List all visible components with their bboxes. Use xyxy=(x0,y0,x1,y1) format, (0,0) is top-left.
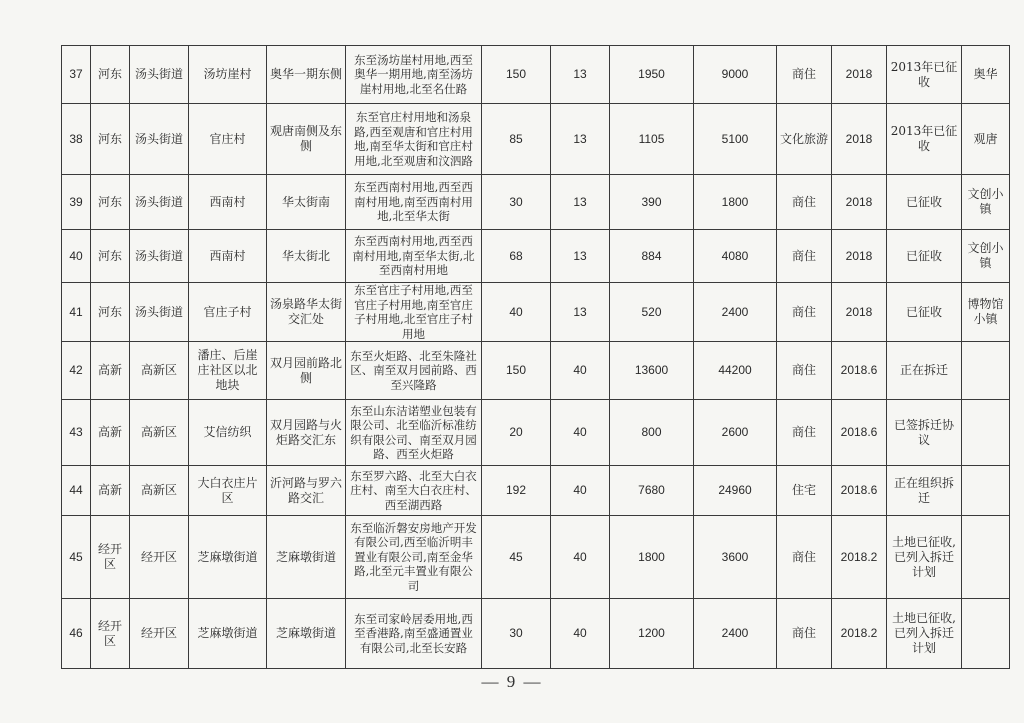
cell-year: 2018 xyxy=(832,104,887,175)
cell-year: 2018.6 xyxy=(832,400,887,466)
cell-status: 土地已征收,已列入拆迁计划 xyxy=(887,599,962,669)
cell-district: 河东 xyxy=(91,46,130,104)
cell-street: 汤头街道 xyxy=(130,283,189,342)
cell-street: 汤头街道 xyxy=(130,175,189,230)
cell-project xyxy=(962,599,1010,669)
cell-project: 文创小镇 xyxy=(962,175,1010,230)
cell-boundary: 东至临沂磐安房地产开发有限公司,西至临沂明丰置业有限公司,南至金华路,北至元丰置业有限公司 xyxy=(346,516,482,599)
cell-project: 文创小镇 xyxy=(962,230,1010,283)
cell-volume: 390 xyxy=(610,175,694,230)
table-row xyxy=(62,175,1010,230)
cell-street: 汤头街道 xyxy=(130,230,189,283)
cell-position: 沂河路与罗六路交汇 xyxy=(267,466,346,516)
cell-plot-ratio: 40 xyxy=(551,466,610,516)
cell-volume: 884 xyxy=(610,230,694,283)
cell-village: 官庄村 xyxy=(189,104,267,175)
cell-amount: 2400 xyxy=(694,599,777,669)
cell-amount: 3600 xyxy=(694,516,777,599)
cell-project: 奥华 xyxy=(962,46,1010,104)
cell-boundary: 东至西南村用地,西至西南村用地,南至华太街,北至西南村用地 xyxy=(346,230,482,283)
cell-status: 已征收 xyxy=(887,283,962,342)
cell-street: 汤头街道 xyxy=(130,104,189,175)
table-row xyxy=(62,283,1010,342)
cell-district: 经开区 xyxy=(91,599,130,669)
cell-volume: 520 xyxy=(610,283,694,342)
cell-position: 双月园前路北侧 xyxy=(267,342,346,400)
cell-row-number: 43 xyxy=(62,400,91,466)
cell-plot-ratio: 13 xyxy=(551,175,610,230)
cell-boundary: 东至汤坊崖村用地,西至奥华一期用地,南至汤坊崖村用地,北至名仕路 xyxy=(346,46,482,104)
cell-boundary: 东至火炬路、北至朱隆社区、南至双月园前路、西至兴隆路 xyxy=(346,342,482,400)
cell-district: 河东 xyxy=(91,104,130,175)
cell-area-mu: 45 xyxy=(482,516,551,599)
cell-year: 2018 xyxy=(832,283,887,342)
table-row xyxy=(62,342,1010,400)
table-row xyxy=(62,104,1010,175)
cell-land-use: 商住 xyxy=(777,342,832,400)
cell-status: 正在组织拆迁 xyxy=(887,466,962,516)
cell-plot-ratio: 40 xyxy=(551,400,610,466)
cell-status: 已签拆迁协议 xyxy=(887,400,962,466)
cell-land-use: 商住 xyxy=(777,400,832,466)
cell-land-use: 商住 xyxy=(777,230,832,283)
cell-status: 已征收 xyxy=(887,175,962,230)
cell-district: 河东 xyxy=(91,283,130,342)
cell-district: 高新 xyxy=(91,400,130,466)
cell-volume: 1200 xyxy=(610,599,694,669)
cell-area-mu: 30 xyxy=(482,175,551,230)
cell-row-number: 42 xyxy=(62,342,91,400)
cell-village: 西南村 xyxy=(189,175,267,230)
cell-row-number: 40 xyxy=(62,230,91,283)
table-row xyxy=(62,466,1010,516)
cell-district: 河东 xyxy=(91,175,130,230)
cell-status: 2013年已征收 xyxy=(887,46,962,104)
cell-position: 芝麻墩街道 xyxy=(267,516,346,599)
cell-amount: 5100 xyxy=(694,104,777,175)
cell-project: 观唐 xyxy=(962,104,1010,175)
cell-year: 2018.6 xyxy=(832,466,887,516)
cell-area-mu: 192 xyxy=(482,466,551,516)
cell-land-use: 商住 xyxy=(777,175,832,230)
cell-row-number: 38 xyxy=(62,104,91,175)
cell-street: 经开区 xyxy=(130,516,189,599)
cell-land-use: 商住 xyxy=(777,599,832,669)
cell-land-use: 住宅 xyxy=(777,466,832,516)
cell-row-number: 45 xyxy=(62,516,91,599)
cell-volume: 800 xyxy=(610,400,694,466)
cell-position: 华太街北 xyxy=(267,230,346,283)
cell-boundary: 东至西南村用地,西至西南村用地,南至西南村用地,北至华太街 xyxy=(346,175,482,230)
cell-district: 经开区 xyxy=(91,516,130,599)
cell-row-number: 39 xyxy=(62,175,91,230)
cell-land-use: 商住 xyxy=(777,516,832,599)
cell-year: 2018 xyxy=(832,175,887,230)
cell-project xyxy=(962,516,1010,599)
cell-plot-ratio: 13 xyxy=(551,283,610,342)
cell-plot-ratio: 13 xyxy=(551,104,610,175)
cell-village: 芝麻墩街道 xyxy=(189,599,267,669)
cell-land-use: 商住 xyxy=(777,46,832,104)
cell-status: 已征收 xyxy=(887,230,962,283)
table-row xyxy=(62,46,1010,104)
cell-plot-ratio: 40 xyxy=(551,342,610,400)
table-row xyxy=(62,516,1010,599)
cell-status: 正在拆迁 xyxy=(887,342,962,400)
cell-plot-ratio: 13 xyxy=(551,230,610,283)
cell-volume: 7680 xyxy=(610,466,694,516)
cell-street: 汤头街道 xyxy=(130,46,189,104)
cell-plot-ratio: 40 xyxy=(551,599,610,669)
cell-street: 高新区 xyxy=(130,342,189,400)
table-row xyxy=(62,400,1010,466)
cell-street: 高新区 xyxy=(130,400,189,466)
cell-area-mu: 68 xyxy=(482,230,551,283)
cell-village: 大白衣庄片区 xyxy=(189,466,267,516)
cell-position: 双月园路与火炬路交汇东 xyxy=(267,400,346,466)
cell-row-number: 46 xyxy=(62,599,91,669)
cell-area-mu: 40 xyxy=(482,283,551,342)
cell-position: 华太街南 xyxy=(267,175,346,230)
cell-boundary: 东至司家岭居委用地,西至香港路,南至盛通置业有限公司,北至长安路 xyxy=(346,599,482,669)
cell-village: 艾信纺织 xyxy=(189,400,267,466)
cell-plot-ratio: 13 xyxy=(551,46,610,104)
cell-village: 西南村 xyxy=(189,230,267,283)
cell-village: 芝麻墩街道 xyxy=(189,516,267,599)
cell-amount: 2600 xyxy=(694,400,777,466)
cell-boundary: 东至官庄子村用地,西至官庄子村用地,南至官庄子村用地,北至官庄子村用地 xyxy=(346,283,482,342)
cell-volume: 1105 xyxy=(610,104,694,175)
cell-area-mu: 150 xyxy=(482,342,551,400)
cell-year: 2018.2 xyxy=(832,516,887,599)
cell-area-mu: 20 xyxy=(482,400,551,466)
cell-year: 2018.6 xyxy=(832,342,887,400)
table-body xyxy=(62,46,1010,669)
cell-amount: 2400 xyxy=(694,283,777,342)
cell-amount: 9000 xyxy=(694,46,777,104)
cell-row-number: 37 xyxy=(62,46,91,104)
table-row xyxy=(62,599,1010,669)
cell-boundary: 东至山东洁诺塑业包装有限公司、北至临沂标准纺织有限公司、南至双月园路、西至火炬路 xyxy=(346,400,482,466)
land-plan-table xyxy=(61,45,1010,669)
cell-volume: 13600 xyxy=(610,342,694,400)
cell-project xyxy=(962,342,1010,400)
cell-status: 土地已征收,已列入拆迁计划 xyxy=(887,516,962,599)
cell-project xyxy=(962,400,1010,466)
cell-year: 2018.2 xyxy=(832,599,887,669)
cell-project xyxy=(962,466,1010,516)
cell-amount: 44200 xyxy=(694,342,777,400)
cell-district: 高新 xyxy=(91,466,130,516)
cell-village: 潘庄、后崖庄社区以北地块 xyxy=(189,342,267,400)
cell-year: 2018 xyxy=(832,46,887,104)
cell-area-mu: 150 xyxy=(482,46,551,104)
cell-plot-ratio: 40 xyxy=(551,516,610,599)
cell-boundary: 东至官庄村用地和汤泉路,西至观唐和官庄村用地,南至华太街和官庄村用地,北至观唐和汶泗路 xyxy=(346,104,482,175)
cell-amount: 24960 xyxy=(694,466,777,516)
table-row xyxy=(62,230,1010,283)
cell-district: 河东 xyxy=(91,230,130,283)
cell-position: 芝麻墩街道 xyxy=(267,599,346,669)
cell-area-mu: 85 xyxy=(482,104,551,175)
cell-district: 高新 xyxy=(91,342,130,400)
cell-area-mu: 30 xyxy=(482,599,551,669)
cell-year: 2018 xyxy=(832,230,887,283)
cell-status: 2013年已征收 xyxy=(887,104,962,175)
cell-boundary: 东至罗六路、北至大白衣庄村、南至大白衣庄村、西至湖西路 xyxy=(346,466,482,516)
cell-row-number: 41 xyxy=(62,283,91,342)
cell-position: 奥华一期东侧 xyxy=(267,46,346,104)
cell-row-number: 44 xyxy=(62,466,91,516)
cell-position: 汤泉路华太街交汇处 xyxy=(267,283,346,342)
cell-position: 观唐南侧及东侧 xyxy=(267,104,346,175)
cell-volume: 1950 xyxy=(610,46,694,104)
cell-street: 高新区 xyxy=(130,466,189,516)
cell-land-use: 商住 xyxy=(777,283,832,342)
cell-amount: 4080 xyxy=(694,230,777,283)
cell-village: 官庄子村 xyxy=(189,283,267,342)
cell-village: 汤坊崖村 xyxy=(189,46,267,104)
page-number: — 9 — xyxy=(481,672,543,691)
cell-volume: 1800 xyxy=(610,516,694,599)
cell-project: 博物馆小镇 xyxy=(962,283,1010,342)
cell-street: 经开区 xyxy=(130,599,189,669)
cell-amount: 1800 xyxy=(694,175,777,230)
cell-land-use: 文化旅游 xyxy=(777,104,832,175)
